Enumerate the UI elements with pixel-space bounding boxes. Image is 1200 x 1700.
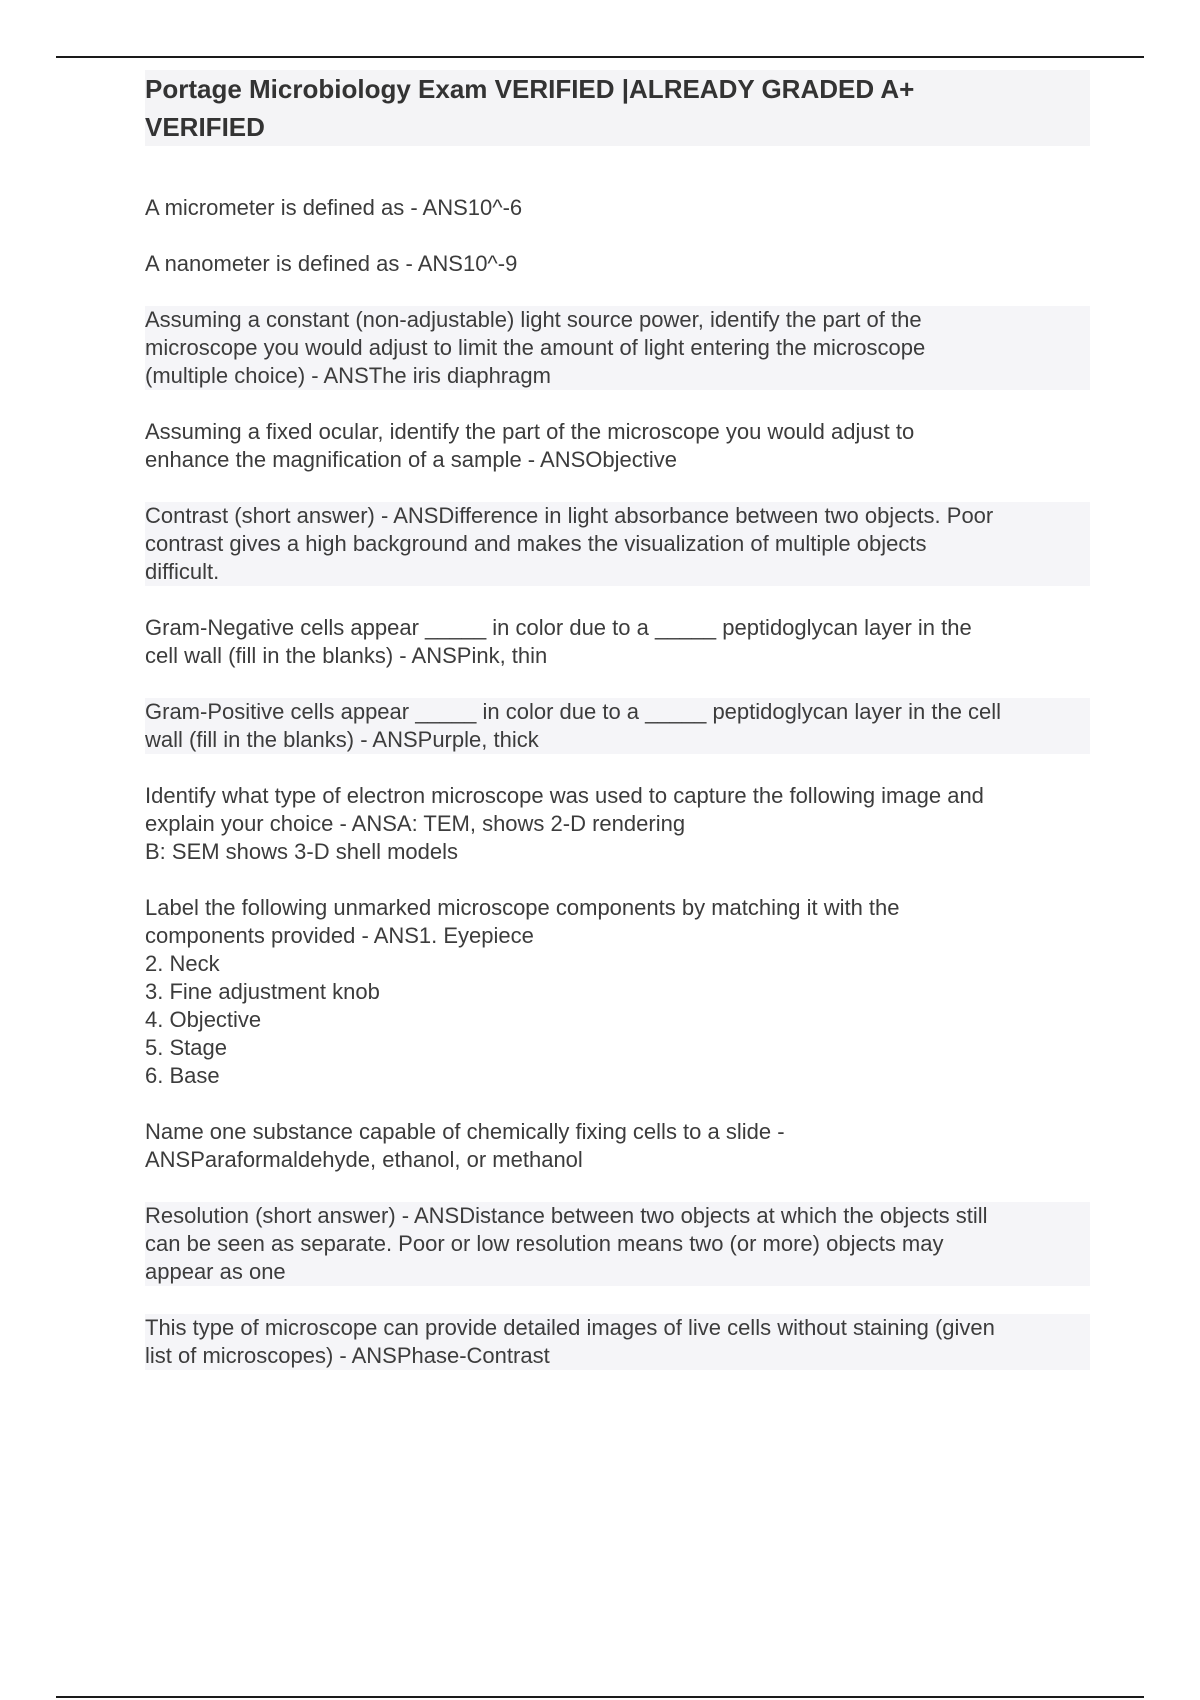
qa-line: B: SEM shows 3-D shell models xyxy=(145,839,458,864)
document-body xyxy=(145,70,1090,1398)
qa-line: explain your choice - ANSA: TEM, shows 2-D rendering xyxy=(145,811,686,836)
title-block xyxy=(145,70,1090,146)
qa-line: wall (fill in the blanks) - ANSPurple, thick xyxy=(145,727,539,752)
qa-line: 6. Base xyxy=(145,1063,220,1088)
qa-entry xyxy=(145,1202,1090,1286)
qa-line: Name one substance capable of chemically fixing cells to a slide - xyxy=(145,1119,785,1144)
qa-entry xyxy=(145,194,1090,222)
qa-entry xyxy=(145,614,1090,670)
qa-line: appear as one xyxy=(145,1259,286,1284)
qa-line: can be seen as separate. Poor or low resolution means two (or more) objects may xyxy=(145,1231,944,1256)
qa-line: Contrast (short answer) - ANSDifference in light absorbance between two objects. Poor xyxy=(145,503,994,528)
document-title xyxy=(145,70,1080,146)
qa-line: 2. Neck xyxy=(145,951,220,976)
qa-entry xyxy=(145,782,1090,866)
qa-line: A nanometer is defined as - ANS10^-9 xyxy=(145,251,518,276)
top-rule xyxy=(56,56,1144,58)
qa-line: (multiple choice) - ANSThe iris diaphragm xyxy=(145,363,551,388)
qa-line: list of microscopes) - ANSPhase-Contrast xyxy=(145,1343,550,1368)
qa-line: 4. Objective xyxy=(145,1007,262,1032)
qa-entry xyxy=(145,502,1090,586)
qa-line: Assuming a fixed ocular, identify the part of the microscope you would adjust to xyxy=(145,419,915,444)
qa-line: 5. Stage xyxy=(145,1035,227,1060)
qa-line: components provided - ANS1. Eyepiece xyxy=(145,923,534,948)
qa-line: Gram-Positive cells appear _____ in color due to a _____ peptidoglycan layer in the cell xyxy=(145,699,1002,724)
qa-line: difficult. xyxy=(145,559,220,584)
qa-line: Gram-Negative cells appear _____ in color due to a _____ peptidoglycan layer in the xyxy=(145,615,972,640)
qa-line: Label the following unmarked microscope components by matching it with the xyxy=(145,895,900,920)
qa-entry xyxy=(145,418,1090,474)
qa-line: microscope you would adjust to limit the amount of light entering the microscope xyxy=(145,335,926,360)
qa-line: A micrometer is defined as - ANS10^-6 xyxy=(145,195,523,220)
title-line: VERIFIED xyxy=(145,112,265,142)
title-line: Portage Microbiology Exam VERIFIED |ALREADY GRADED A+ xyxy=(145,74,915,104)
qa-line: 3. Fine adjustment knob xyxy=(145,979,380,1004)
qa-entry xyxy=(145,250,1090,278)
qa-line: This type of microscope can provide detailed images of live cells without staining (given xyxy=(145,1315,995,1340)
qa-entry xyxy=(145,1314,1090,1370)
qa-line: enhance the magnification of a sample - ANSObjective xyxy=(145,447,677,472)
qa-entry xyxy=(145,698,1090,754)
qa-line: Resolution (short answer) - ANSDistance between two objects at which the objects still xyxy=(145,1203,988,1228)
qa-entry xyxy=(145,894,1090,1090)
qa-line: cell wall (fill in the blanks) - ANSPink, thin xyxy=(145,643,548,668)
qa-entry xyxy=(145,1118,1090,1174)
qa-line: ANSParaformaldehyde, ethanol, or methanol xyxy=(145,1147,583,1172)
qa-line: Assuming a constant (non-adjustable) light source power, identify the part of the xyxy=(145,307,922,332)
qa-list xyxy=(145,194,1090,1370)
qa-entry xyxy=(145,306,1090,390)
qa-line: contrast gives a high background and makes the visualization of multiple objects xyxy=(145,531,927,556)
bottom-rule xyxy=(56,1696,1144,1698)
qa-line: Identify what type of electron microscope was used to capture the following image and xyxy=(145,783,984,808)
